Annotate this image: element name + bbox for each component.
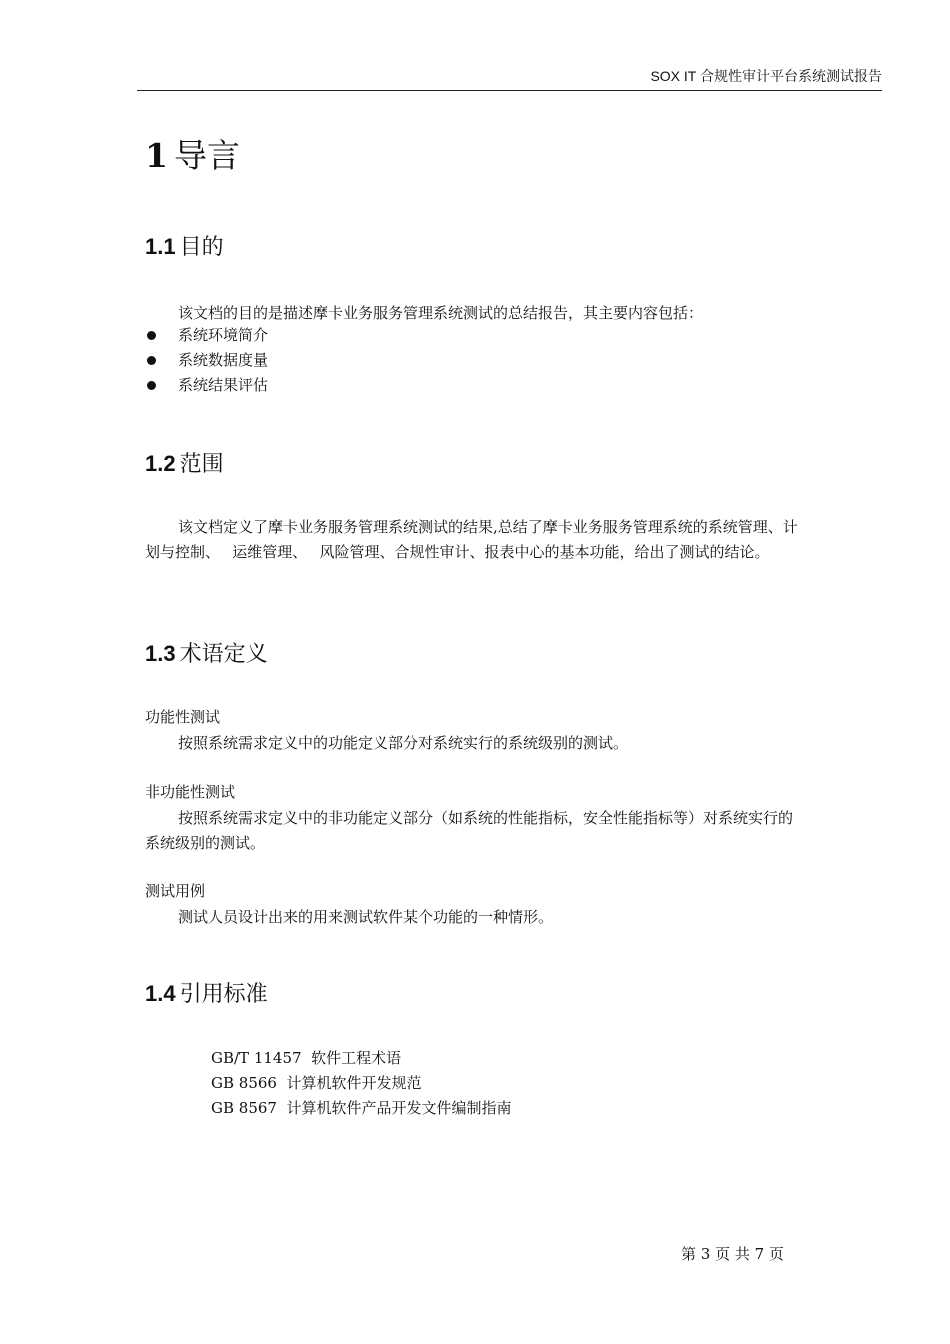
chapter-number: 1 [145, 136, 168, 175]
term-definition: 按照系统需求定义中的功能定义部分对系统实行的系统级别的测试。 [178, 734, 629, 752]
bullet-icon [147, 331, 156, 340]
chapter-title: 导言 [173, 136, 240, 175]
section-title: 目的 [179, 234, 224, 259]
section-number: 1.4 [145, 981, 176, 1006]
section-heading-terms [145, 639, 268, 669]
list-item [145, 373, 268, 398]
list-item-label: 系统数据度量 [178, 351, 269, 369]
term-definition: 测试人员设计出来的用来测试软件某个功能的一种情形。 [178, 908, 554, 926]
purpose-bullet-list [145, 323, 268, 398]
header-rule [137, 90, 882, 91]
section-title: 范围 [179, 451, 224, 476]
standards-list [211, 1046, 512, 1121]
chapter-heading [145, 134, 240, 178]
list-item: GB 8566 计算机软件开发规范 [211, 1074, 422, 1092]
list-item-label: 系统结果评估 [178, 376, 269, 394]
list-item [145, 348, 268, 373]
term-label: 功能性测试 [145, 708, 221, 726]
page-number: 第 3 页 共 7 页 [681, 1245, 784, 1263]
running-header: SOX IT 合规性审计平台系统测试报告 [650, 68, 882, 84]
list-item [145, 323, 268, 348]
section-number: 1.1 [145, 234, 176, 259]
scope-body: 该文档定义了摩卡业务服务管理系统测试的结果,总结了摩卡业务服务管理系统的系统管理、计划与控制、 运维管理、 风险管理、合规性审计、报表中心的基本功能，给出了测试的结论。 [145, 518, 798, 561]
section-title: 术语定义 [179, 641, 268, 666]
purpose-intro: 该文档的目的是描述摩卡业务服务管理系统测试的总结报告，其主要内容包括： [178, 304, 704, 322]
list-item: GB 8567 计算机软件产品开发文件编制指南 [211, 1099, 512, 1117]
section-title: 引用标准 [179, 981, 268, 1006]
term-label: 测试用例 [145, 882, 206, 900]
bullet-icon [147, 356, 156, 365]
section-heading-purpose [145, 232, 224, 262]
section-heading-standards [145, 979, 268, 1009]
list-item: GB/T 11457 软件工程术语 [211, 1049, 402, 1067]
section-number: 1.2 [145, 451, 176, 476]
bullet-icon [147, 381, 156, 390]
list-item-label: 系统环境简介 [178, 326, 269, 344]
section-number: 1.3 [145, 641, 176, 666]
term-definition: 按照系统需求定义中的非功能定义部分（如系统的性能指标，安全性能指标等）对系统实行的系统级别的测试。 [145, 809, 794, 852]
section-heading-scope [145, 449, 224, 479]
term-label: 非功能性测试 [145, 783, 236, 801]
